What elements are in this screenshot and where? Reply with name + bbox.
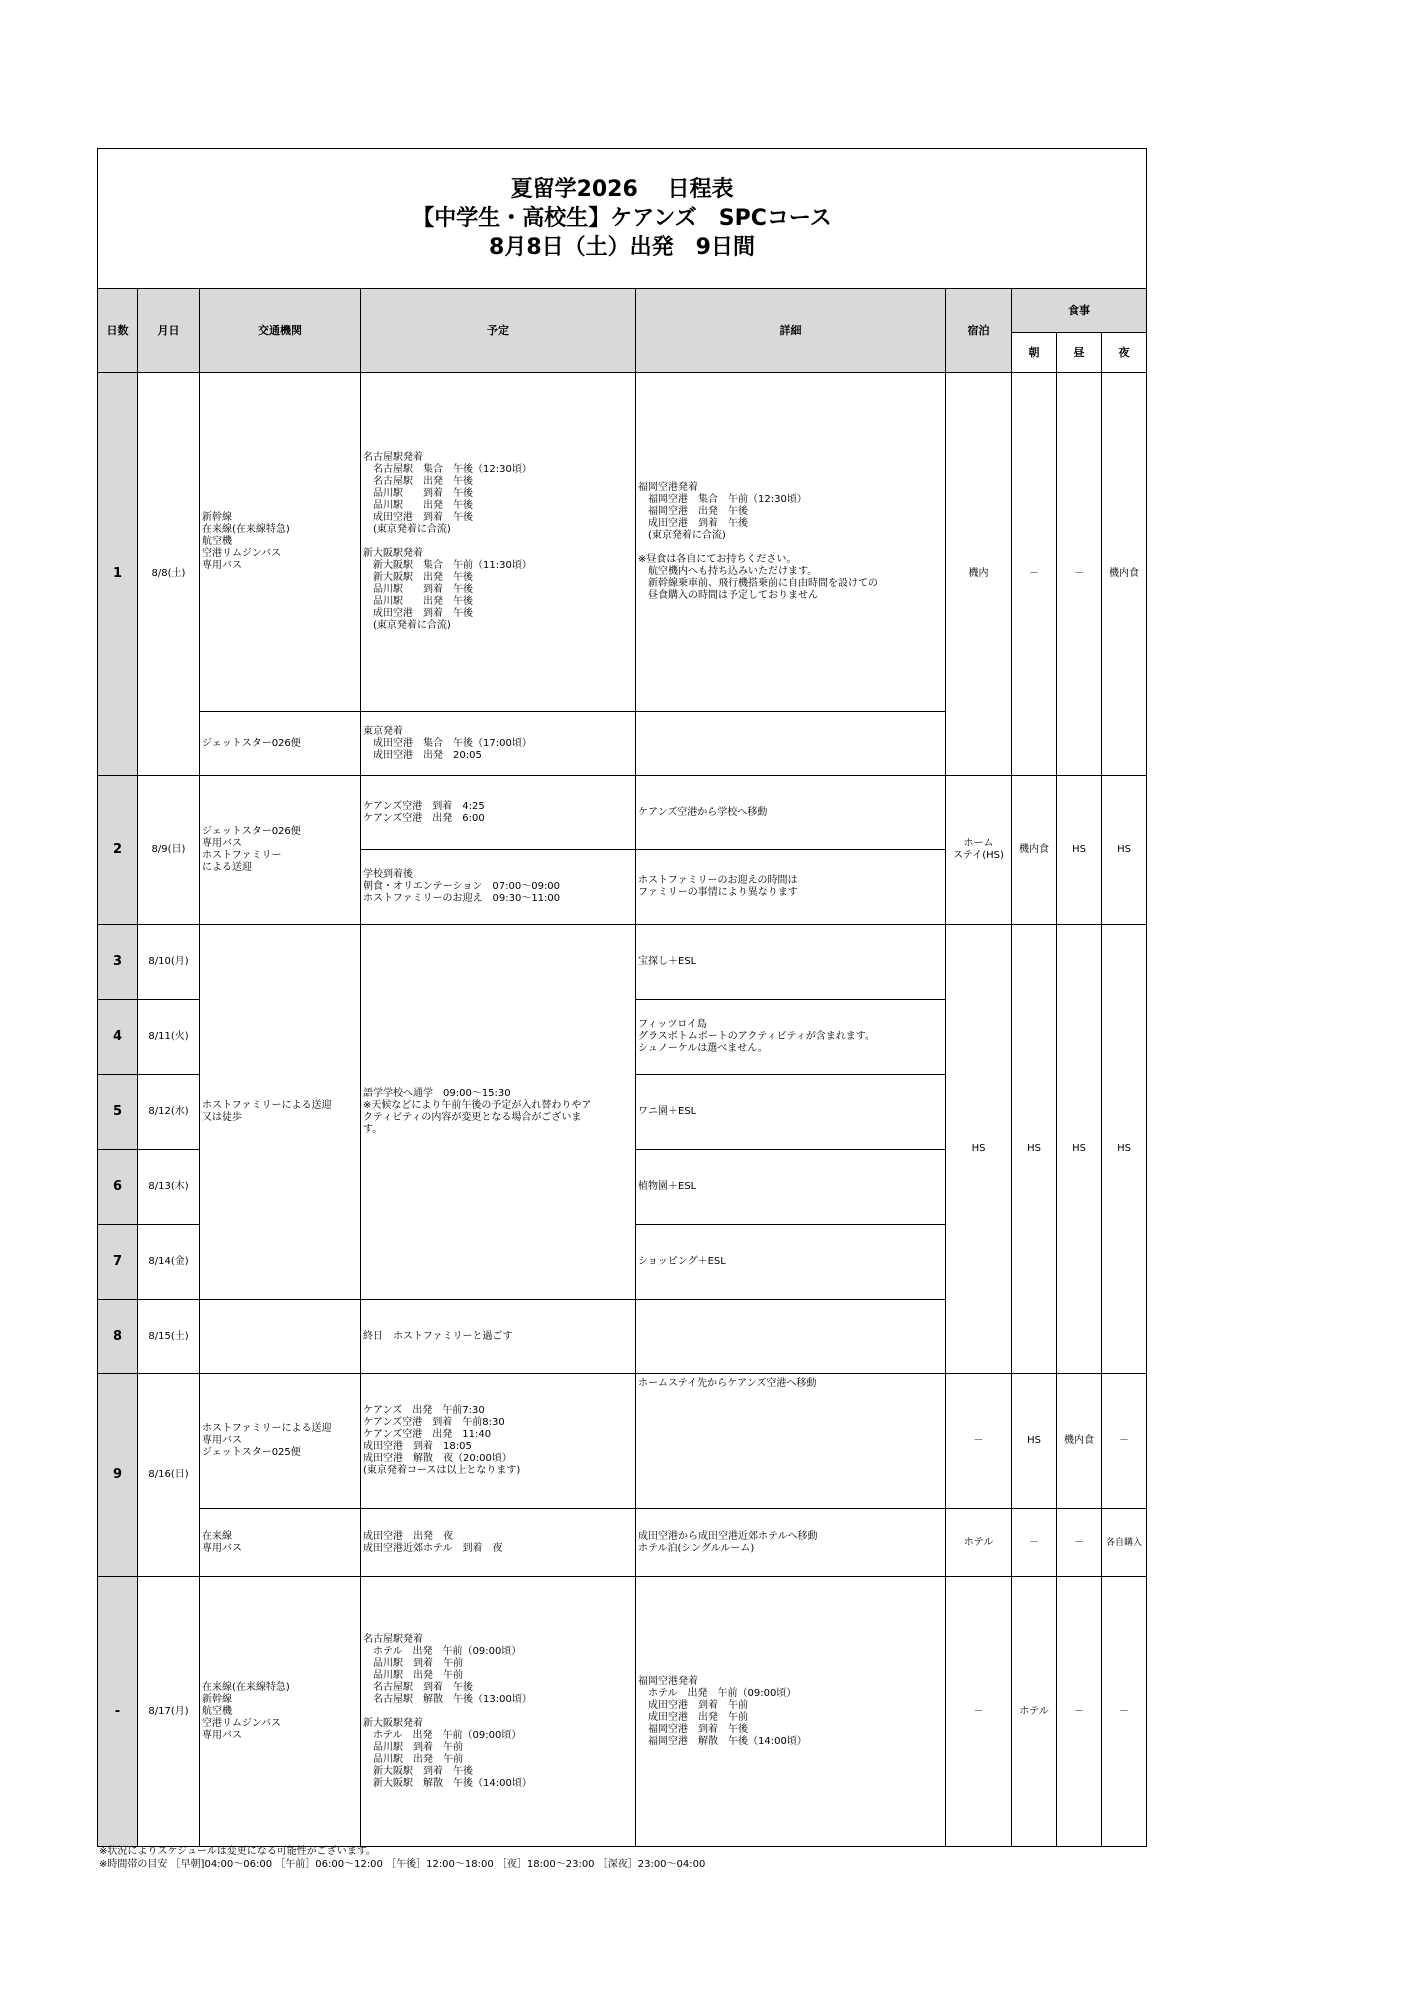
date-cell: 8/9(日) <box>138 776 200 925</box>
date-cell: 8/12(水) <box>138 1075 200 1150</box>
date-cell: 8/11(火) <box>138 1000 200 1075</box>
details-cell: ケアンズ空港から学校へ移動 <box>636 776 946 850</box>
page-title <box>98 149 1147 289</box>
transport-cell: ジェットスター026便 専用バス ホストファミリー による送迎 <box>200 776 361 925</box>
table-row <box>98 373 1147 712</box>
transport-cell: 新幹線 在来線(在来線特急) 航空機 空港リムジンバス 専用バス <box>200 373 361 712</box>
details-cell: 植物園＋ESL <box>636 1150 946 1225</box>
schedule-cell: 東京発着 成田空港 集合 午後（17:00頃） 成田空港 出発 20:05 <box>361 712 636 776</box>
schedule-cell: ケアンズ 出発 午前7:30 ケアンズ空港 到着 午前8:30 ケアンズ空港 出発 11:40 成田空港 到着 18:05 成田空港 解散 夜（20:00頃） (東京発着コースは以上となります) <box>361 1374 636 1509</box>
date-cell: 8/13(木) <box>138 1150 200 1225</box>
details-cell: フィッツロイ島 グラスボトムボートのアクティビティが含まれます。 シュノーケルは選べません。 <box>636 1000 946 1075</box>
transport-cell: ホストファミリーによる送迎 又は徒歩 <box>200 925 361 1300</box>
lodging-cell: ホーム ステイ(HS) <box>946 776 1012 925</box>
date-cell: 8/17(月) <box>138 1577 200 1847</box>
lodging-cell: HS <box>946 925 1012 1374</box>
dinner-cell: － <box>1102 1374 1147 1509</box>
header-row <box>98 289 1147 333</box>
schedule-cell: 成田空港 出発 夜 成田空港近郊ホテル 到着 夜 <box>361 1509 636 1577</box>
schedule-cell: 終日 ホストファミリーと過ごす <box>361 1300 636 1374</box>
breakfast-cell: HS <box>1012 925 1057 1374</box>
details-cell <box>636 1300 946 1374</box>
header-details: 詳細 <box>636 289 946 373</box>
day-number: 9 <box>98 1374 138 1577</box>
lodging-cell: 機内 <box>946 373 1012 776</box>
day-number: 6 <box>98 1150 138 1225</box>
breakfast-cell: － <box>1012 1509 1057 1577</box>
day-number: 1 <box>98 373 138 776</box>
title-row <box>98 149 1147 289</box>
schedule-cell: 名古屋駅発着 ホテル 出発 午前（09:00頃） 品川駅 到着 午前 品川駅 出発 午前 名古屋駅 到着 午後 名古屋駅 解散 午後（13:00頃） 新大阪駅発着 ホテル 出発 午前（09:00頃） 品川駅 到着 午前 品川駅 出発 午前 新大阪駅 到着 午後 新大阪駅 解散 午後（14:00頃） <box>361 1577 636 1847</box>
table-row <box>98 1577 1147 1847</box>
details-cell: ホストファミリーのお迎えの時間は ファミリーの事情により異なります <box>636 850 946 925</box>
lunch-cell: 機内食 <box>1057 1374 1102 1509</box>
header-lodging: 宿泊 <box>946 289 1012 373</box>
lodging-cell: － <box>946 1577 1012 1847</box>
details-cell: ワニ園＋ESL <box>636 1075 946 1150</box>
breakfast-cell: ホテル <box>1012 1577 1057 1847</box>
lodging-cell: ホテル <box>946 1509 1012 1577</box>
lodging-cell: － <box>946 1374 1012 1509</box>
lunch-cell: HS <box>1057 776 1102 925</box>
details-cell: ショッピング＋ESL <box>636 1225 946 1300</box>
schedule-cell: ケアンズ空港 到着 4:25 ケアンズ空港 出発 6:00 <box>361 776 636 850</box>
breakfast-cell: 機内食 <box>1012 776 1057 925</box>
transport-cell: 在来線(在来線特急) 新幹線 航空機 空港リムジンバス 専用バス <box>200 1577 361 1847</box>
dinner-cell: HS <box>1102 925 1147 1374</box>
table-row <box>98 1374 1147 1509</box>
date-cell: 8/15(土) <box>138 1300 200 1374</box>
transport-cell: ホストファミリーによる送迎 専用バス ジェットスター025便 <box>200 1374 361 1509</box>
details-cell <box>636 712 946 776</box>
details-cell: 福岡空港発着 福岡空港 集合 午前（12:30頃） 福岡空港 出発 午後 成田空港 到着 午後 (東京発着に合流) ※昼食は各自にてお持ちください。 航空機内へも持ち込みいただけます。 新幹線乗車前、飛行機搭乗前に自由時間を設けての 昼食購入の時間は予定しておりません <box>636 373 946 712</box>
table-row <box>98 1509 1147 1577</box>
date-cell: 8/14(金) <box>138 1225 200 1300</box>
header-transport: 交通機関 <box>200 289 361 373</box>
day-number: 5 <box>98 1075 138 1150</box>
day-number: 3 <box>98 925 138 1000</box>
day-number: 7 <box>98 1225 138 1300</box>
lunch-cell: － <box>1057 373 1102 776</box>
transport-cell: 在来線 専用バス <box>200 1509 361 1577</box>
footnotes <box>99 1845 705 1871</box>
transport-cell: ジェットスター026便 <box>200 712 361 776</box>
header-schedule: 予定 <box>361 289 636 373</box>
header-day: 日数 <box>98 289 138 373</box>
schedule-cell: 語学学校へ通学 09:00～15:30 ※天候などにより午前午後の予定が入れ替わりやア クティビティの内容が変更となる場合がございま す。 <box>361 925 636 1300</box>
footnote-2: ※時間帯の目安 ［早朝]04:00～06:00 ［午前］06:00～12:00 ［午後］12:00～18:00 ［夜］18:00～23:00 ［深夜］23:00～04:00 <box>99 1859 706 1870</box>
title-line-1: 夏留学2026 日程表 <box>510 177 734 202</box>
dinner-cell: HS <box>1102 776 1147 925</box>
footnote-1: ※状況によりスケジュールは変更になる可能性がございます。 <box>99 1846 376 1857</box>
schedule-table <box>97 148 1147 1847</box>
title-line-2: 【中学生・高校生】ケアンズ SPCコース <box>412 206 832 231</box>
lunch-cell: － <box>1057 1577 1102 1847</box>
date-cell: 8/16(日) <box>138 1374 200 1577</box>
details-cell: ホームステイ先からケアンズ空港へ移動 <box>636 1374 946 1509</box>
header-lunch: 昼 <box>1057 333 1102 373</box>
dinner-cell: － <box>1102 1577 1147 1847</box>
lunch-cell: HS <box>1057 925 1102 1374</box>
transport-cell <box>200 1300 361 1374</box>
header-date: 月日 <box>138 289 200 373</box>
table-row <box>98 925 1147 1000</box>
breakfast-cell: HS <box>1012 1374 1057 1509</box>
schedule-cell: 名古屋駅発着 名古屋駅 集合 午後（12:30頃） 名古屋駅 出発 午後 品川駅 到着 午後 品川駅 出発 午後 成田空港 到着 午後 (東京発着に合流) 新大阪駅発着 新大阪駅 集合 午前（11:30頃） 新大阪駅 出発 午後 品川駅 到着 午後 品川駅 出発 午後 成田空港 到着 午後 (東京発着に合流) <box>361 373 636 712</box>
breakfast-cell: － <box>1012 373 1057 776</box>
dinner-cell: 機内食 <box>1102 373 1147 776</box>
schedule-cell: 学校到着後 朝食・オリエンテーション 07:00～09:00 ホストファミリーのお迎え 09:30～11:00 <box>361 850 636 925</box>
details-cell: 福岡空港発着 ホテル 出発 午前（09:00頃） 成田空港 到着 午前 成田空港 出発 午前 福岡空港 到着 午後 福岡空港 解散 午後（14:00頃） <box>636 1577 946 1847</box>
details-cell: 成田空港から成田空港近郊ホテルへ移動 ホテル泊(シングルルーム) <box>636 1509 946 1577</box>
day-number: 4 <box>98 1000 138 1075</box>
header-dinner: 夜 <box>1102 333 1147 373</box>
date-cell: 8/10(月) <box>138 925 200 1000</box>
table-row <box>98 776 1147 850</box>
details-cell: 宝探し＋ESL <box>636 925 946 1000</box>
day-number: 2 <box>98 776 138 925</box>
day-number: 8 <box>98 1300 138 1374</box>
day-number: - <box>98 1577 138 1847</box>
lunch-cell: － <box>1057 1509 1102 1577</box>
header-breakfast: 朝 <box>1012 333 1057 373</box>
header-meals: 食事 <box>1012 289 1147 333</box>
date-cell: 8/8(土) <box>138 373 200 776</box>
title-line-3: 8月8日（土）出発 9日間 <box>489 235 755 260</box>
dinner-cell: 各自購入 <box>1102 1509 1147 1577</box>
